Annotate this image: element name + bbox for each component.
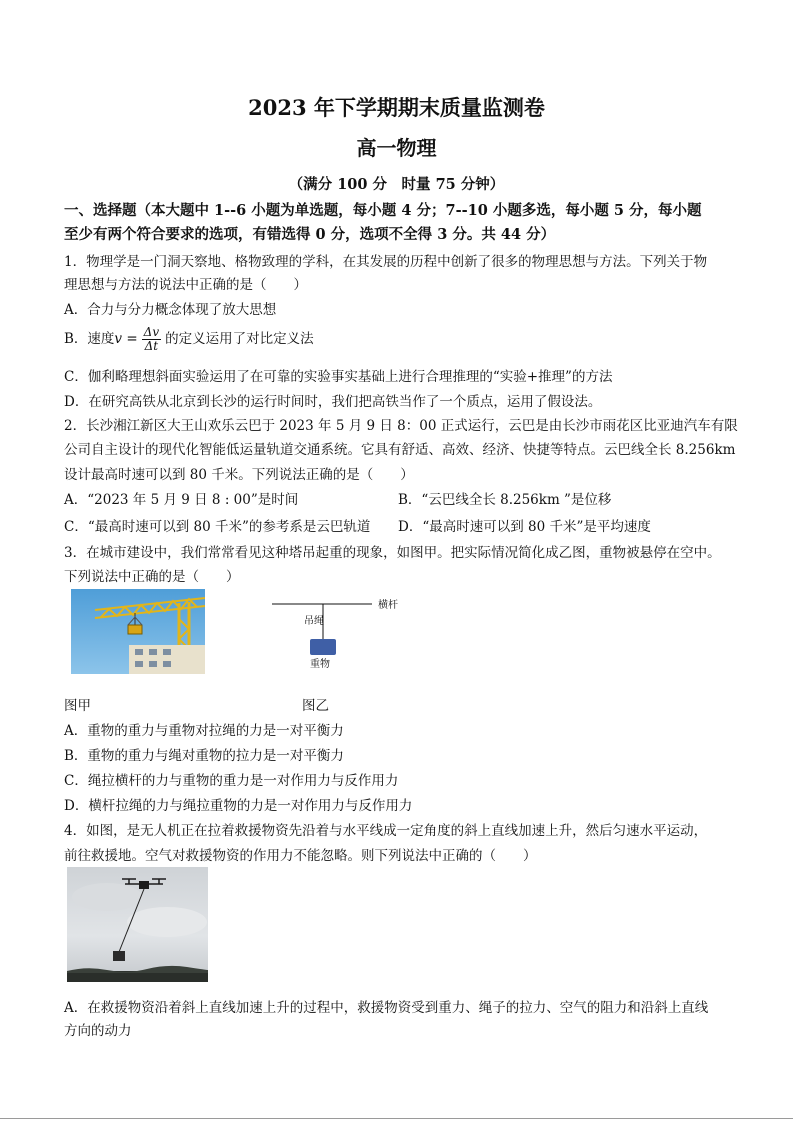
q3-stem-line2: 下列说法中正确的是（ ）	[64, 569, 240, 585]
crane-photo	[71, 589, 205, 674]
exam-title: 2023 年下学期期末质量监测卷	[248, 95, 545, 120]
exam-meta: （满分 100 分 时量 75 分钟）	[288, 176, 505, 193]
q4-option-a-line1: A．在救援物资沿着斜上直线加速上升的过程中，救援物资受到重力、绳子的拉力、空气的阻力和沿斜上直线	[64, 1000, 709, 1016]
simplified-diagram	[268, 592, 398, 674]
q1-option-b-variable: v =	[114, 331, 138, 347]
q2-stem-line2: 公司自主设计的现代化智能低运量轨道交通系统。它具有舒适、高效、经济、快捷等特点。云巴线全长 8.256km	[64, 442, 736, 458]
fraction-denominator: Δt	[144, 339, 159, 353]
q3-option-b: B．重物的重力与绳对重物的拉力是一对平衡力	[64, 748, 344, 764]
q3-option-d: D．横杆拉绳的力与绳拉重物的力是一对作用力与反作用力	[64, 798, 413, 814]
drone-illustration	[67, 867, 208, 982]
crossbar-label: 横杆	[378, 600, 398, 611]
q2-stem-line1: 2．长沙湘江新区大王山欢乐云巴于 2023 年 5 月 9 日 8：00 正式运行，云巴是由长沙市雨花区比亚迪汽车有限	[64, 418, 738, 434]
fraction-numerator: Δv	[143, 325, 160, 339]
section-heading-line2: 至少有两个符合要求的选项，有错选得 0 分，选项不全得 3 分。共 44 分）	[64, 226, 556, 243]
q1-stem-line1: 1．物理学是一门洞天察地、格物致理的学科，在其发展的历程中创新了很多的物理思想与方法。下列关于物	[64, 254, 708, 270]
q2-option-b: B．“云巴线全长 8.256km ”是位移	[398, 492, 612, 508]
q2-option-d: D．“最高时速可以到 80 千米”是平均速度	[398, 519, 651, 535]
weight-block	[310, 639, 336, 655]
q4-stem-line2: 前往救援地。空气对救援物资的作用力不能忽略。则下列说法中正确的（ ）	[64, 848, 537, 864]
page-bottom-rule	[0, 1118, 793, 1119]
figure-a-caption: 图甲	[64, 698, 91, 714]
q3-stem-line1: 3．在城市建设中，我们常常看见这种塔吊起重的现象，如图甲。把实际情况简化成乙图，重物被悬停在空中。	[64, 545, 721, 561]
q3-option-c: C．绳拉横杆的力与重物的重力是一对作用力与反作用力	[64, 773, 399, 789]
q4-stem-line1: 4．如图，是无人机正在拉着救援物资先沿着与水平线成一定角度的斜上直线加速上升，然后匀速水平运动，	[64, 823, 708, 839]
q4-option-a-line2: 方向的动力	[64, 1023, 132, 1039]
q3-option-a: A．重物的重力与重物对拉绳的力是一对平衡力	[64, 723, 344, 739]
q1-option-b-prefix: B．速度	[64, 331, 115, 347]
q2-option-c: C．“最高时速可以到 80 千米”的参考系是云巴轨道	[64, 519, 371, 535]
q1-option-b-suffix: 的定义运用了对比定义法	[165, 331, 314, 347]
q1-option-d: D．在研究高铁从北京到长沙的运行时间时，我们把高铁当作了一个质点，运用了假设法。	[64, 394, 602, 410]
q1-option-a: A．合力与分力概念体现了放大思想	[64, 302, 277, 318]
crane-illustration	[71, 589, 205, 674]
q2-option-a: A．“2023 年 5 月 9 日 8 : 00”是时间	[64, 492, 299, 508]
q1-option-c: C．伽利略理想斜面实验运用了在可靠的实验事实基础上进行合理推理的“实验+推理”的方法	[64, 369, 613, 385]
exam-subject: 高一物理	[356, 136, 437, 160]
q1-option-b	[64, 326, 314, 353]
q1-stem-line2: 理思想与方法的说法中正确的是（ ）	[64, 277, 307, 293]
weight-label: 重物	[310, 659, 330, 670]
section-heading-line1: 一、选择题（本大题中 1--6 小题为单选题，每小题 4 分；7--10 小题多选，每小题 5 分，每小题	[64, 202, 702, 219]
rope-label: 吊绳	[304, 616, 324, 627]
velocity-fraction	[142, 326, 161, 353]
q2-stem-line3: 设计最高时速可以到 80 千米。下列说法正确的是（ ）	[64, 467, 414, 483]
figure-b-caption: 图乙	[302, 698, 329, 714]
drone-photo	[67, 867, 208, 982]
